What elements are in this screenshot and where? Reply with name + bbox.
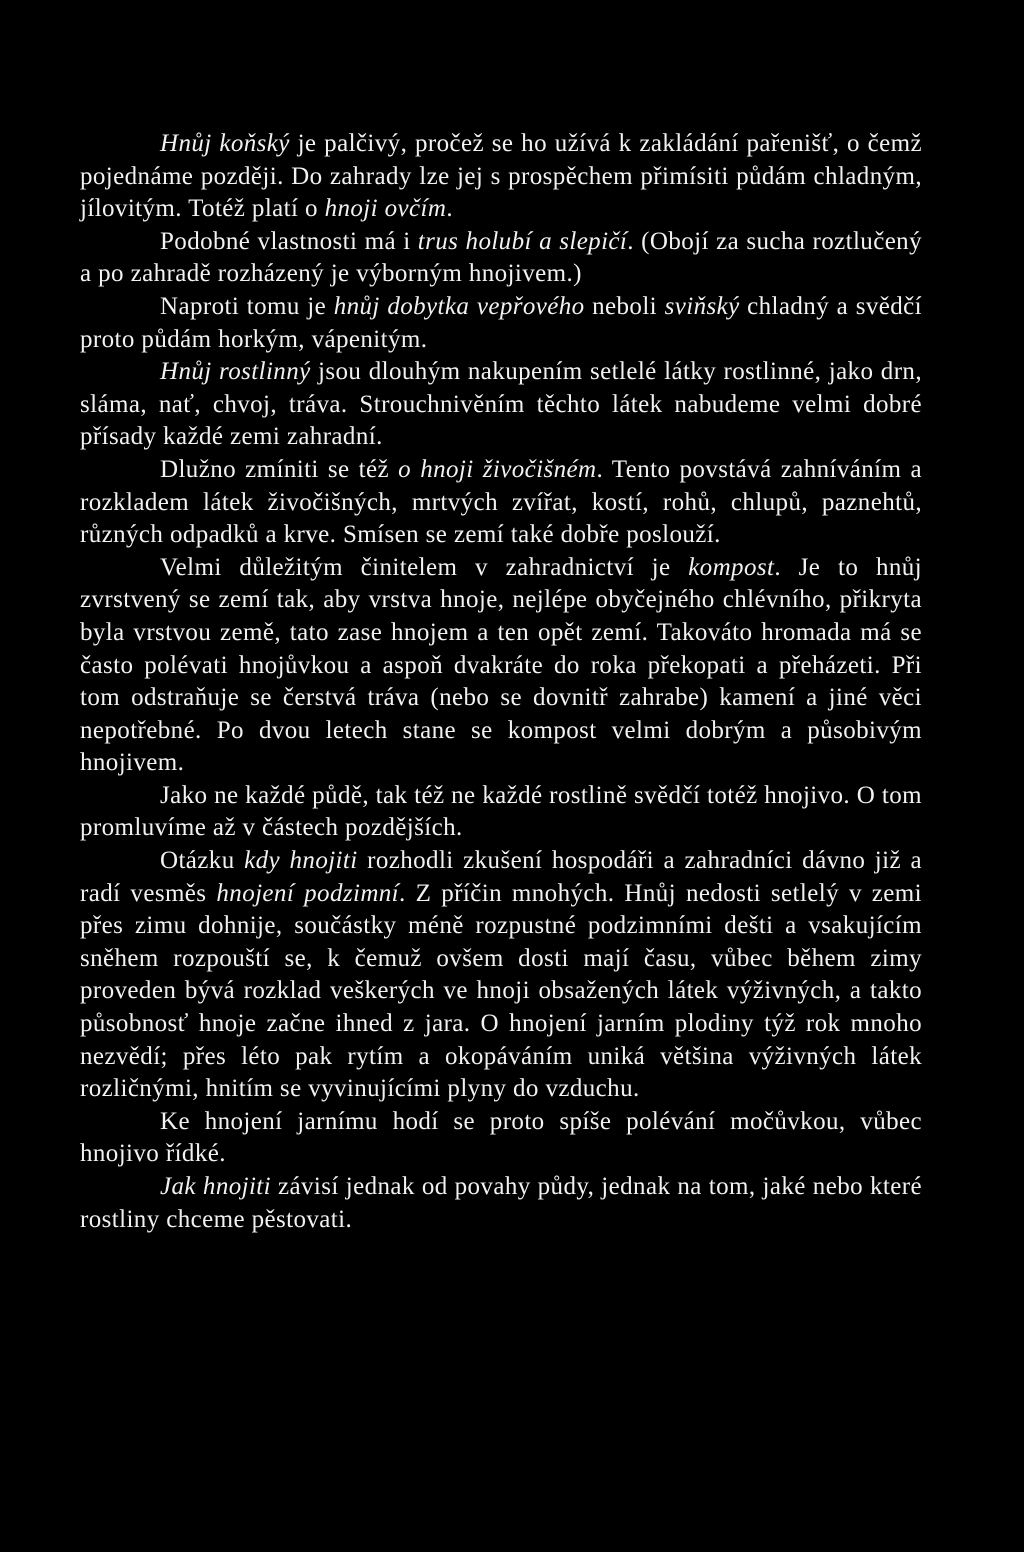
text-run: Otázku <box>160 847 245 875</box>
text-run: Jako ne každé půdě, tak též ne každé rostlině svědčí totéž hnojivo. O tom promluvíme až v částech pozdějších. <box>80 781 922 842</box>
text-run: . Tento povstává zahníváním a rozkladem látek živočišných, mrtvých zvířat, kostí, rohů, chlupů, paznehtů, různých odpadků a krve. Smísen se zemí také dobře poslouží. <box>80 455 922 549</box>
italic-term: Jak hnojiti <box>160 1173 271 1200</box>
text-run: . Je to hnůj zvrstvený se zemí tak, aby vrstva hnoje, nejlépe obyčejného chlévního, přikryta byla vrstvou země, tato zase hnojem a ten opět zemí. Takováto hromada má se často polévati hnojůvkou a aspoň dvakráte do roka překopati a přeházeti. Při tom odstraňuje se čerstvá tráva (nebo se dovnitř zahrabe) kamení a jiné věci nepotřebné. Po dvou letech stane se kompost velmi dobrým a působivým hnojivem. <box>80 553 922 777</box>
text-run: Velmi důležitým činitelem v zahradnictví je <box>160 553 689 581</box>
italic-term: kompost <box>688 553 775 581</box>
text-run: Podobné vlastnosti má i <box>160 227 418 255</box>
paragraph <box>80 454 922 552</box>
italic-term: o hnoji živočišném <box>398 455 597 483</box>
italic-term: hnojení podzimní <box>216 879 400 907</box>
text-run: . (Obojí za sucha roztlučený a po zahradě rozházený je výborným hnojivem.) <box>80 227 922 288</box>
text-run: Ke hnojení jarnímu hodí se proto spíše polévání močůvkou, vůbec hnojivo řídké. <box>80 1107 922 1168</box>
italic-term: Hnůj koňský <box>160 130 290 157</box>
paragraph <box>80 845 922 1106</box>
text-run: rozhodli zkušení hospodáři a zahradníci dávno již a radí vesměs <box>80 847 922 907</box>
page-text-block <box>80 128 922 1236</box>
text-run: Dlužno zmíniti se též <box>160 455 399 483</box>
text-run: Naproti tomu je <box>160 292 334 320</box>
paragraph <box>80 356 922 454</box>
text-run: je palčivý, pročež se ho užívá k zakládání pařenišť, o čemž pojednáme později. Do zahrady lze jej s prospěchem přimísiti půdám chladným, jílovitým. Totéž platí o <box>80 130 922 223</box>
paragraph <box>80 128 922 226</box>
italic-term: Hnůj rostlinný <box>160 358 311 386</box>
italic-term: kdy hnojiti <box>244 847 358 875</box>
paragraph <box>80 552 922 780</box>
paragraph <box>80 226 922 291</box>
text-run: . <box>446 195 453 223</box>
italic-term: hnoji ovčím <box>324 195 447 223</box>
text-run: chladný a svědčí proto půdám horkým, vápenitým. <box>80 292 923 353</box>
text-run: závisí jednak od povahy půdy, jednak na tom, jaké nebo které rostliny chceme pěstovati. <box>80 1173 922 1233</box>
italic-term: hnůj dobytka vepřového <box>333 292 585 320</box>
paragraph <box>80 291 922 356</box>
paragraph <box>80 780 922 845</box>
paragraph <box>80 1171 922 1236</box>
italic-term: trus holubí a slepičí <box>417 227 628 255</box>
text-run: . Z příčin mnohých. Hnůj nedosti setlelý v zemi přes zimu dohnije, součástky méně rozpustné podzimními dešti a vsakujícím sněhem rozpouští se, k čemuž ovšem dosti mají času, vůbec během zimy proveden bývá rozklad veškerých ve hnoji obsažených látek výživných, a takto působnosť hnoje začne ihned z jara. O hnojení jarním plodiny týž rok mnoho nezvědí; přes léto pak rytím a okopáváním uniká většina výživných látek rozličnými, hnitím se vyvinujícími plyny do vzduchu. <box>80 879 922 1103</box>
text-run: neboli <box>584 292 665 320</box>
italic-term: sviňský <box>664 292 740 320</box>
text-run: jsou dlouhým nakupením setlelé látky rostlinné, jako drn, sláma, nať, chvoj, tráva. Strouchnivěním těchto látek nabudeme velmi dobré přísady každé zemi zahradní. <box>80 358 922 451</box>
paragraph <box>80 1106 922 1171</box>
